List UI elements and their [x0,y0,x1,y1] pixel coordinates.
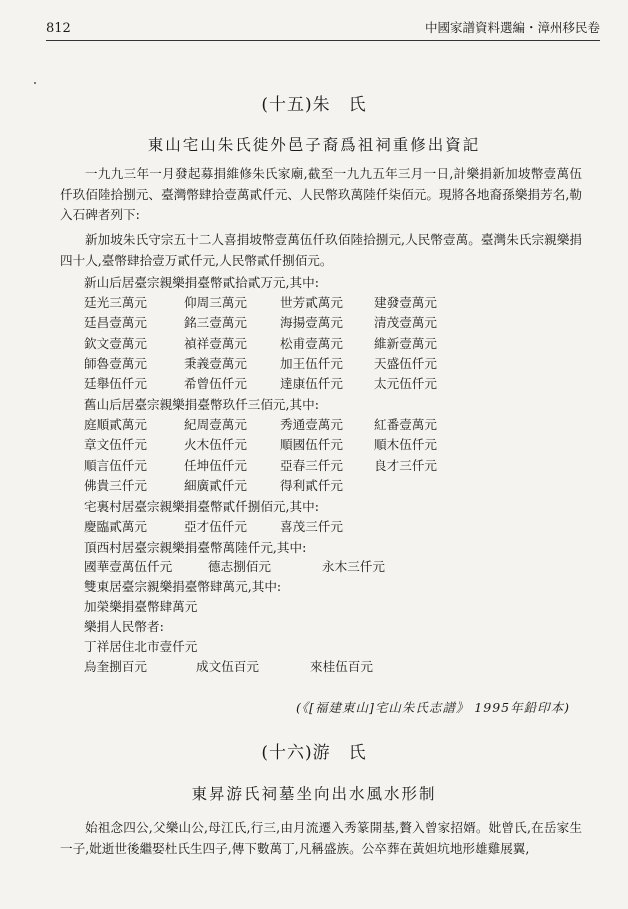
donor-entry: 天盛伍仟元 [374,355,437,371]
donor-entry: 亞春三仟元 [280,457,343,473]
donor-entry: 烏奎捌百元 [84,659,147,674]
donor-entry: 秀通壹萬元 [280,417,343,432]
donor-entry: 順木伍仟元 [374,437,437,453]
donor-entry: 禎祥壹萬元 [184,335,247,351]
group5-title: 雙東居臺宗親樂捐臺幣肆萬元,其中: [84,579,282,594]
donor-entry: 亞才伍仟元 [184,519,247,534]
donor-entry: 佛貴三仟元 [84,477,147,493]
donor-entry: 加王伍仟元 [280,355,343,371]
group1-title: 新山后居臺宗親樂捐臺幣貳拾貳万元,其中: [84,275,319,290]
donor-entry: 太元伍仟元 [374,376,437,392]
group5-line: 加榮樂捐臺幣肆萬元 [84,599,198,614]
donor-entry: 得利貳仟元 [280,477,343,493]
donor-entry: 任坤伍仟元 [184,457,247,473]
donor-entry: 章文伍仟元 [84,437,147,453]
group3-title: 宅裏村居臺宗親樂捐臺幣貳仟捌佰元,其中: [84,499,319,514]
donor-entry: 廷舉伍仟元 [84,376,147,392]
donor-entry: 德志捌佰元 [208,559,271,574]
running-title: 中國家譜資料選編・漳州移民卷 [424,20,600,35]
donor-entry: 細廣貳仟元 [184,477,247,493]
donor-entry: 世芳貳萬元 [280,295,343,310]
source-citation: (《[福建東山]宅山朱氏志譜》 1995年鉛印本) [295,700,570,715]
donor-entry: 銘三壹萬元 [184,315,247,331]
group2-title: 舊山后居臺宗親樂捐臺幣玖仟三佰元,其中: [84,397,319,412]
donor-entry: 順國伍仟元 [280,437,343,453]
donor-entry: 秉義壹萬元 [184,355,247,371]
section-heading-15: (十五)朱 氏 [261,95,367,115]
donor-entry: 希曾伍仟元 [184,376,247,392]
donor-entry: 火木伍仟元 [184,437,247,453]
donor-entry: 清茂壹萬元 [374,315,437,331]
donor-entry: 達康伍仟元 [280,376,343,392]
donor-entry: 建發壹萬元 [374,295,437,310]
donor-entry: 順言伍仟元 [84,457,147,473]
donor-entry: 師魯壹萬元 [84,355,147,371]
group6-title: 樂捐人民幣者: [84,619,164,634]
running-header [46,14,600,41]
donor-entry: 良才三仟元 [374,457,437,473]
donor-entry: 維新壹萬元 [374,335,437,351]
group6-line: 丁祥居住北市壹仟元 [84,639,198,654]
donor-entry: 紀周壹萬元 [184,417,247,432]
donor-entry: 喜茂三仟元 [280,519,343,534]
article-title-15: 東山宅山朱氏徙外邑子裔爲祖祠重修出資記 [147,136,481,154]
section-heading-16: (十六)游 氏 [261,743,367,763]
donor-entry: 國華壹萬伍仟元 [84,559,173,574]
scan-speck [34,82,36,84]
group4-title: 頂西村居臺宗親樂捐臺幣萬陸仟元,其中: [84,540,307,555]
paragraph-singapore-taiwan: 新加坡朱氏守宗五十二人喜捐坡幣壹萬伍仟玖佰陸拾捌元,人民幣壹萬。臺灣朱氏宗親樂捐四十人,臺幣肆拾壹万貳仟元,人民幣貳仟捌佰元。 [60,232,582,268]
donor-entry: 紅番壹萬元 [374,417,437,432]
donor-entry: 欽文壹萬元 [84,335,147,351]
donor-entry: 廷昌壹萬元 [84,315,147,331]
donor-entry: 慶臨貳萬元 [84,519,147,534]
paragraph-intro: 一九九三年一月發起募捐維修朱氏家廟,截至一九九五年三月一日,計樂捐新加坡幣壹萬伍仟玖佰陸拾捌元、臺灣幣肆拾壹萬貳仟元、人民幣玖萬陸仟柒佰元。現將各地裔孫樂捐芳名,勒入石碑者列下: [60,166,582,222]
donor-entry: 仰周三萬元 [184,295,247,310]
donor-entry: 海揚壹萬元 [280,315,343,331]
donor-entry: 來桂伍百元 [310,659,373,674]
article-title-16: 東昇游氏祠墓坐向出水風水形制 [191,785,437,803]
donor-entry: 庭順貳萬元 [84,417,147,432]
donor-entry: 廷光三萬元 [84,295,147,310]
paragraph-you-clan: 始祖念四公,父樂山公,母江氏,行三,由月流遷入秀篆開基,贅入曾家招婿。妣曾氏,在岳家生一子,妣逝世後繼娶杜氏生四子,傳下數萬丁,凡稱盛族。公卒葬在黃妲坑地形雄雞展翼, [60,820,582,856]
donor-entry: 成文伍百元 [196,659,259,674]
donor-entry: 松甫壹萬元 [280,335,343,351]
donor-entry: 永木三仟元 [322,559,385,574]
page-number: 812 [46,21,71,36]
